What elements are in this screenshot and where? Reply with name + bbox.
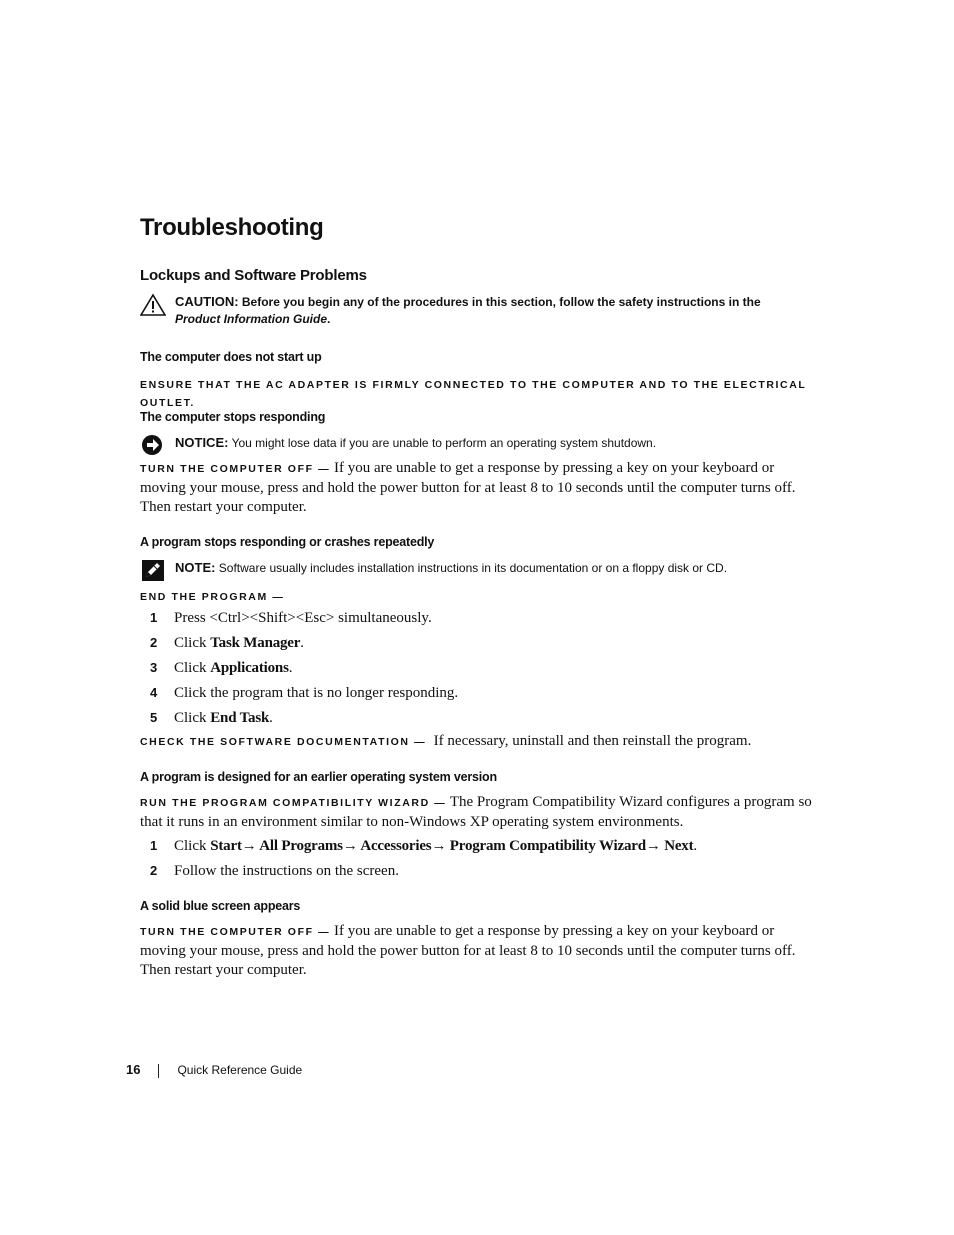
notice-label: NOTICE:	[175, 435, 229, 450]
step-text: Follow the instructions on the screen.	[174, 863, 399, 879]
step-number: 1	[150, 610, 158, 625]
step-item	[150, 658, 458, 683]
action-ensure-adapter-text: ENSURE THAT THE AC ADAPTER IS FIRMLY CONNECTED TO THE COMPUTER AND TO THE ELECTRICAL OUTLET.	[140, 379, 807, 409]
notice-text: You might lose data if you are unable to perform an operating system shutdown.	[231, 436, 657, 450]
action-turn-off-1: TURN THE COMPUTER OFF —	[140, 463, 331, 475]
action-end-program-text: END THE PROGRAM —	[140, 591, 285, 603]
step-text: Click	[174, 660, 211, 676]
step-number: 5	[150, 710, 158, 725]
step-item	[150, 608, 458, 633]
turn-off-1-body: If you are unable to get a response by pressing a key on your keyboard or moving your mouse, press and hold the power button for at least 8 to 10 seconds until the computer turns off. Then restart your computer.	[140, 460, 796, 515]
paragraph-check-docs	[140, 732, 820, 752]
step-text-end: .	[693, 838, 698, 854]
step-number: 4	[150, 685, 158, 700]
heading-earlier-os: A program is designed for an earlier operating system version	[140, 770, 497, 784]
check-docs-body: If necessary, uninstall and then reinstall the program.	[433, 733, 752, 749]
heading-stops-responding: The computer stops responding	[140, 410, 326, 424]
step-number: 3	[150, 660, 158, 675]
step-text-end: .	[300, 635, 304, 651]
note-text: Software usually includes installation instructions in its documentation or on a floppy disk or CD.	[218, 561, 728, 575]
notice-block	[140, 434, 820, 452]
step-text: Click	[174, 838, 211, 854]
action-turn-off-2: TURN THE COMPUTER OFF —	[140, 926, 331, 938]
step-text: Press <Ctrl><Shift><Esc> simultaneously.	[174, 610, 432, 626]
action-check-docs: CHECK THE SOFTWARE DOCUMENTATION —	[140, 736, 427, 748]
notice-arrow-icon	[140, 434, 166, 458]
step-ui-label: Applications	[210, 660, 289, 676]
footer-guide-name: Quick Reference Guide	[177, 1063, 303, 1077]
action-run-compat-wizard: RUN THE PROGRAM COMPATIBILITY WIZARD —	[140, 797, 447, 809]
step-number: 2	[150, 635, 158, 650]
step-number: 2	[150, 863, 158, 878]
compat-wizard-steps	[150, 836, 697, 886]
step-item	[150, 683, 458, 708]
action-ensure-adapter	[140, 375, 830, 411]
paragraph-turn-off-1	[140, 459, 820, 517]
note-pencil-icon	[140, 559, 166, 583]
step-text: Click	[174, 635, 211, 651]
step-ui-label: Task Manager	[210, 635, 301, 651]
note-block	[140, 559, 820, 577]
caution-block	[140, 293, 820, 328]
heading-blue-screen: A solid blue screen appears	[140, 899, 301, 913]
step-item	[150, 836, 697, 861]
step-item	[150, 708, 458, 733]
paragraph-turn-off-2	[140, 922, 800, 980]
caution-guide: Product Information Guide	[175, 312, 327, 326]
turn-off-2-body: If you are unable to get a response by pressing a key on your keyboard or moving your mouse, press and hold the power button for at least 8 to 10 seconds until the computer turns off. Then restart your computer.	[140, 923, 796, 978]
step-number: 1	[150, 838, 158, 853]
page-title: Troubleshooting	[140, 214, 324, 241]
step-text-end: .	[269, 710, 273, 726]
compat-wizard-body: The Program Compatibility Wizard configures a program so that it runs in an environment similar to non-Windows XP operating system environments.	[140, 794, 812, 830]
step-ui-path: Start→ All Programs→ Accessories→ Program Compatibility Wizard→ Next	[210, 838, 694, 854]
caution-label: CAUTION:	[175, 294, 239, 309]
action-end-program	[140, 587, 830, 605]
paragraph-compat-wizard	[140, 793, 820, 832]
page-footer	[126, 1062, 302, 1078]
section-heading: Lockups and Software Problems	[140, 267, 367, 284]
step-text-end: .	[288, 660, 293, 676]
caution-end: .	[327, 312, 331, 326]
end-program-steps	[150, 608, 458, 733]
page-number: 16	[126, 1062, 141, 1077]
step-text: Click the program that is no longer responding.	[174, 685, 459, 701]
step-item	[150, 861, 697, 886]
step-item	[150, 633, 458, 658]
heading-does-not-start: The computer does not start up	[140, 350, 322, 364]
heading-program-crashes: A program stops responding or crashes repeatedly	[140, 535, 435, 549]
caution-text: Before you begin any of the procedures in this section, follow the safety instructions in the	[241, 295, 761, 309]
footer-divider	[158, 1064, 159, 1078]
caution-triangle-icon	[140, 293, 166, 317]
step-text: Click	[174, 710, 211, 726]
note-label: NOTE:	[175, 560, 216, 575]
step-ui-label: End Task	[210, 710, 270, 726]
